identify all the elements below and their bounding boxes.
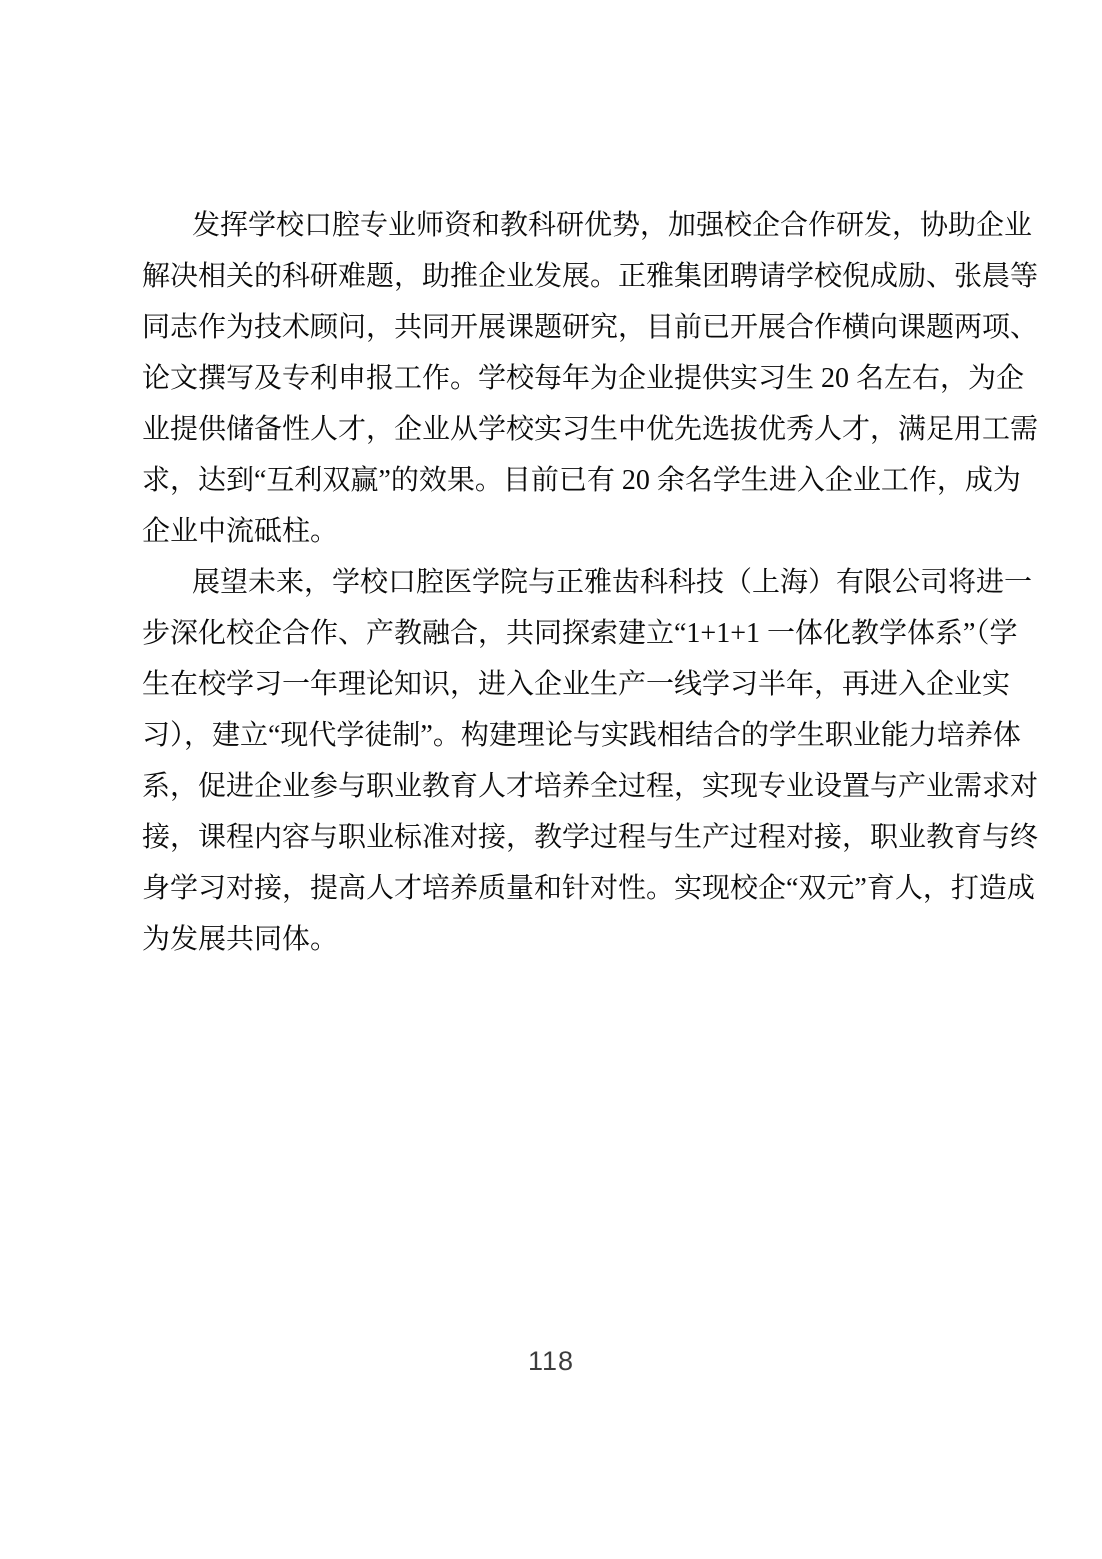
text-line: 接，课程内容与职业标准对接，教学过程与生产过程对接，职业教育与终 xyxy=(142,822,1039,853)
page-number: 118 xyxy=(527,1346,575,1376)
text-line: 生在校学习一年理论知识，进入企业生产一线学习半年，再进入企业实 xyxy=(142,669,1011,700)
text-line: 展望未来，学校口腔医学院与正雅齿科科技（上海）有限公司将进一 xyxy=(192,567,1033,598)
text-line: 企业中流砥柱。 xyxy=(142,516,339,547)
paragraph-2 xyxy=(142,557,1039,965)
paragraph-1 xyxy=(142,200,1039,557)
text-line: 同志作为技术顾问，共同开展课题研究，目前已开展合作横向课题两项、 xyxy=(142,312,1039,343)
text-line: 习），建立“现代学徒制”。构建理论与实践相结合的学生职业能力培养体 xyxy=(142,720,1021,751)
text-line: 论文撰写及专利申报工作。学校每年为企业提供实习生 20 名左右，为企 xyxy=(142,363,1025,394)
text-line: 为发展共同体。 xyxy=(142,924,339,955)
document-body xyxy=(142,200,1039,965)
text-line: 步深化校企合作、产教融合，共同探索建立“1+1+1 一体化教学体系”（学 xyxy=(142,618,1018,649)
text-line: 求，达到“互利双赢”的效果。目前已有 20 余名学生进入企业工作，成为 xyxy=(142,465,1021,496)
text-line: 解决相关的科研难题，助推企业发展。正雅集团聘请学校倪成励、张晨等 xyxy=(142,261,1039,292)
text-line: 发挥学校口腔专业师资和教科研优势，加强校企合作研发，协助企业 xyxy=(192,210,1033,241)
text-line: 系，促进企业参与职业教育人才培养全过程，实现专业设置与产业需求对 xyxy=(142,771,1039,802)
text-line: 业提供储备性人才，企业从学校实习生中优先选拔优秀人才，满足用工需 xyxy=(142,414,1039,445)
text-line: 身学习对接，提高人才培养质量和针对性。实现校企“双元”育人，打造成 xyxy=(142,873,1035,904)
